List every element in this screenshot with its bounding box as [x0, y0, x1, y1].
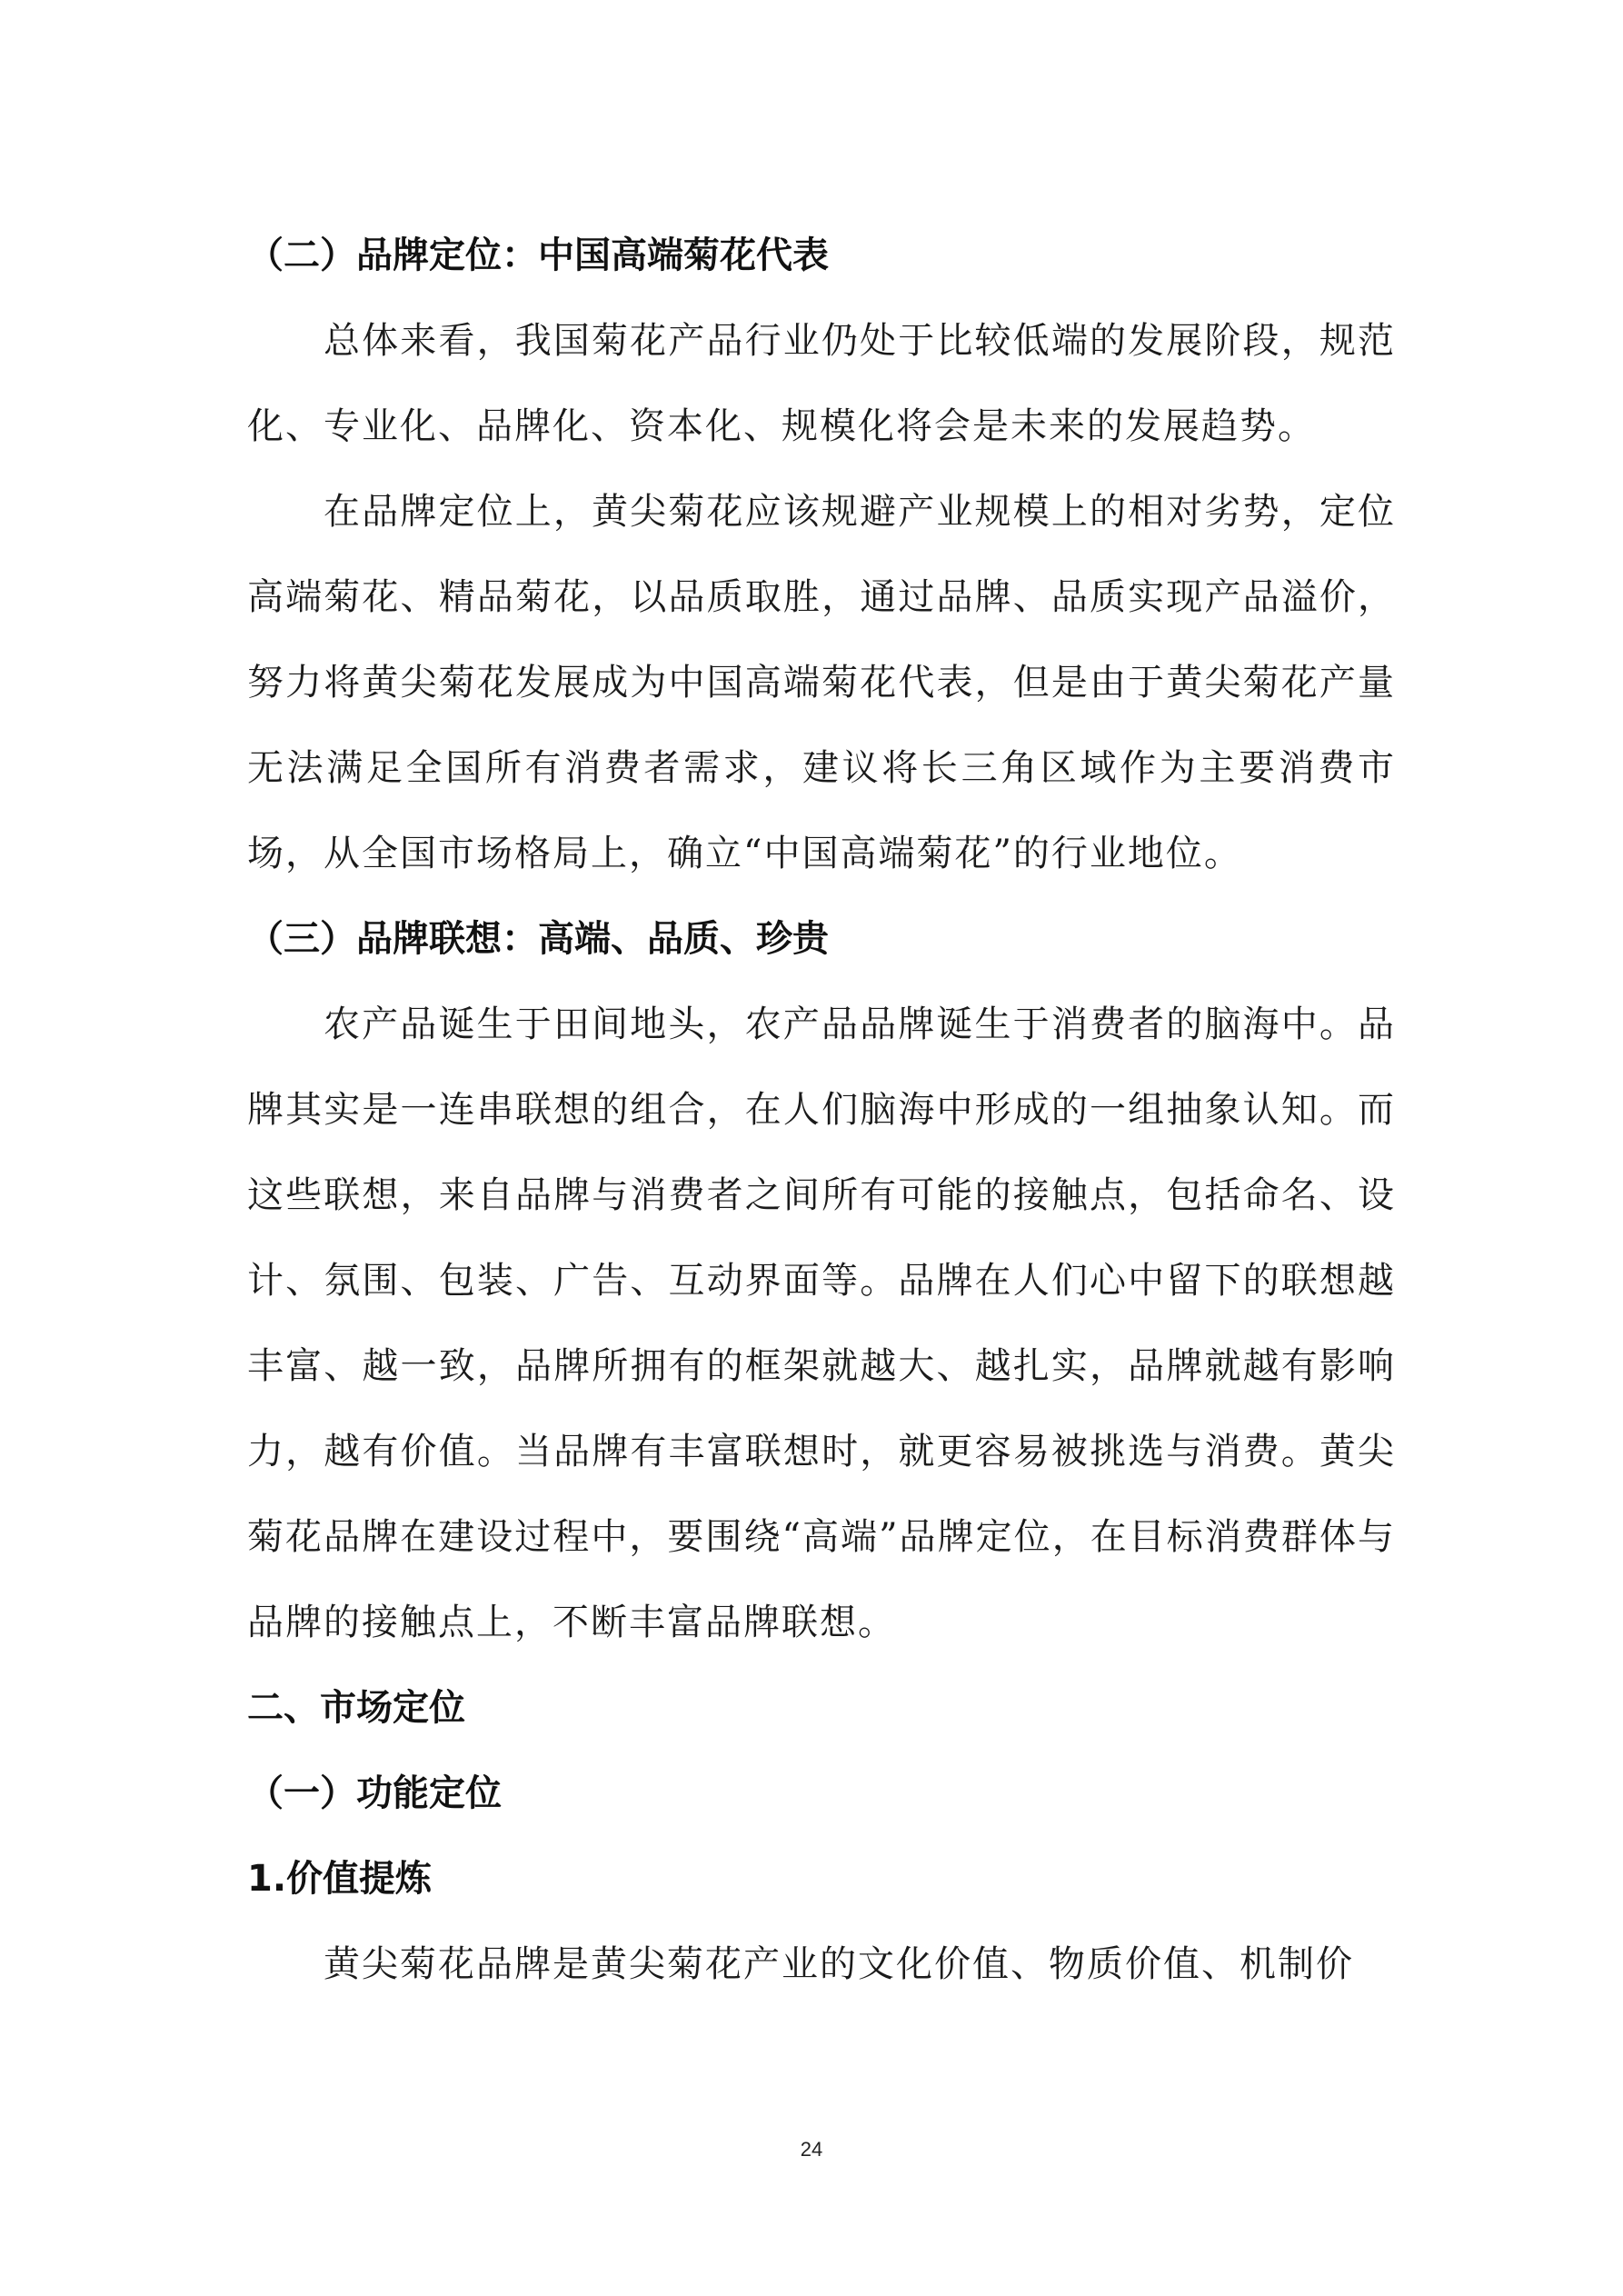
paragraph-positioning-strategy: 在品牌定位上，黄尖菊花应该规避产业规模上的相对劣势，定位高端菊花、精品菊花，以品质取胜，通过品牌、品质实现产品溢价，努力将黄尖菊花发展成为中国高端菊花代表，但是由于黄尖菊花产量无法满足全国所有消费者需求，建议将长三角区域作为主要消费市场，从全国市场格局上，确立“中国高端菊花”的行业地位。 [247, 491, 1396, 874]
heading-function-positioning: （一）功能定位 [247, 1772, 502, 1814]
document-body [247, 213, 1396, 2007]
paragraph-brand-association: 农产品诞生于田间地头，农产品品牌诞生于消费者的脑海中。品牌其实是一连串联想的组合，在人们脑海中形成的一组抽象认知。而这些联想，来自品牌与消费者之间所有可能的接触点，包括命名、设计、氛围、包装、广告、互动界面等。品牌在人们心中留下的联想越丰富、越一致，品牌所拥有的框架就越大、越扎实，品牌就越有影响力，越有价值。当品牌有丰富联想时，就更容易被挑选与消费。黄尖菊花品牌在建设过程中，要围绕“高端”品牌定位，在目标消费群体与品牌的接触点上，不断丰富品牌联想。 [247, 1003, 1396, 1643]
page-number: 24 [800, 2138, 823, 2161]
paragraph-industry-overview: 总体来看，我国菊花产品行业仍处于比较低端的发展阶段，规范化、专业化、品牌化、资本化、规模化将会是未来的发展趋势。 [247, 320, 1396, 447]
heading-market-positioning: 二、市场定位 [247, 1687, 465, 1729]
heading-value-refinement: 1.价值提炼 [247, 1858, 433, 1900]
paragraph-value-refinement: 黄尖菊花品牌是黄尖菊花产业的文化价值、物质价值、机制价 [324, 1943, 1354, 1985]
heading-brand-association: （三）品牌联想：高端、品质、珍贵 [247, 918, 829, 960]
heading-brand-positioning: （二）品牌定位：中国高端菊花代表 [247, 235, 829, 276]
